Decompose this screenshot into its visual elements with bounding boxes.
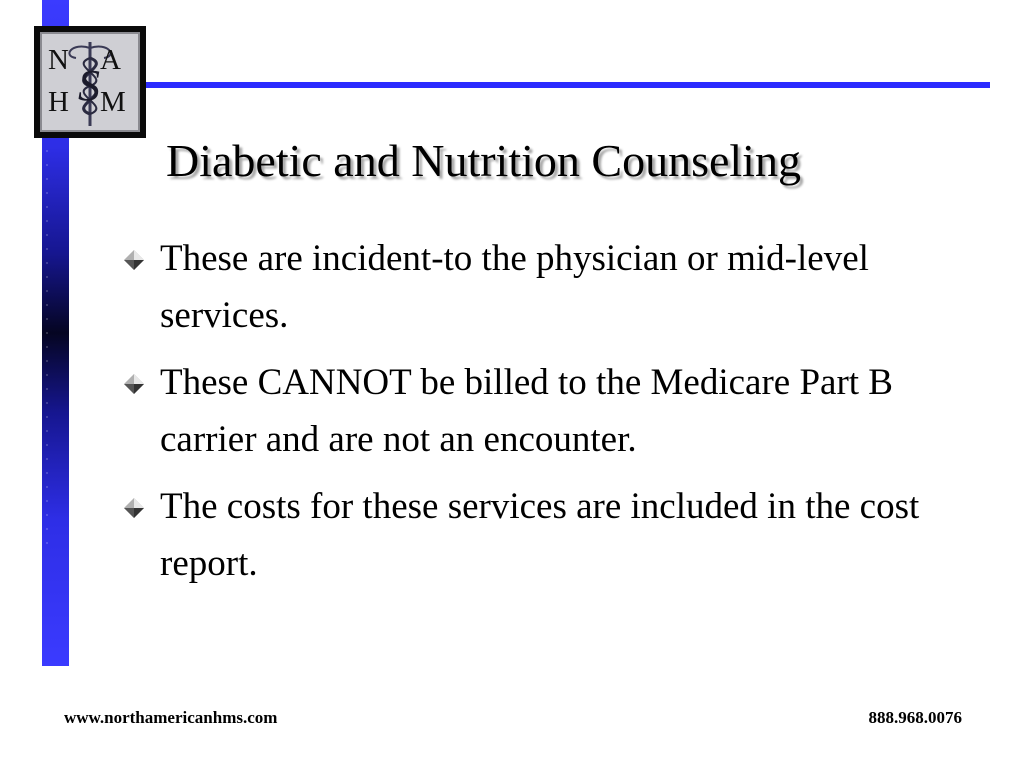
footer-url: www.northamericanhms.com [64,708,278,727]
diamond-bullet-icon [122,372,146,396]
footer-phone: 888.968.0076 [868,708,962,727]
bullet-list [120,230,960,602]
logo [34,26,146,138]
diamond-bullet-icon [122,496,146,520]
top-accent-rule [42,82,990,88]
logo-letter-a: A [100,44,121,76]
bullet-item [120,478,960,592]
logo-panel [40,32,140,132]
logo-letter-h: H [48,86,69,118]
bullet-text: These CANNOT be billed to the Medicare Part B carrier and are not an encounter. [160,362,893,460]
bullet-item [120,354,960,468]
logo-letter-m: M [100,86,126,118]
bullet-text: These are incident-to the physician or mid-level services. [160,238,869,336]
logo-letter-s: S [78,61,100,110]
slide-title: Diabetic and Nutrition Counseling [166,135,801,186]
bullet-item [120,230,960,344]
diamond-bullet-icon [122,248,146,272]
bullet-text: The costs for these services are included in the cost report. [160,486,920,584]
logo-letter-n: N [48,44,69,76]
